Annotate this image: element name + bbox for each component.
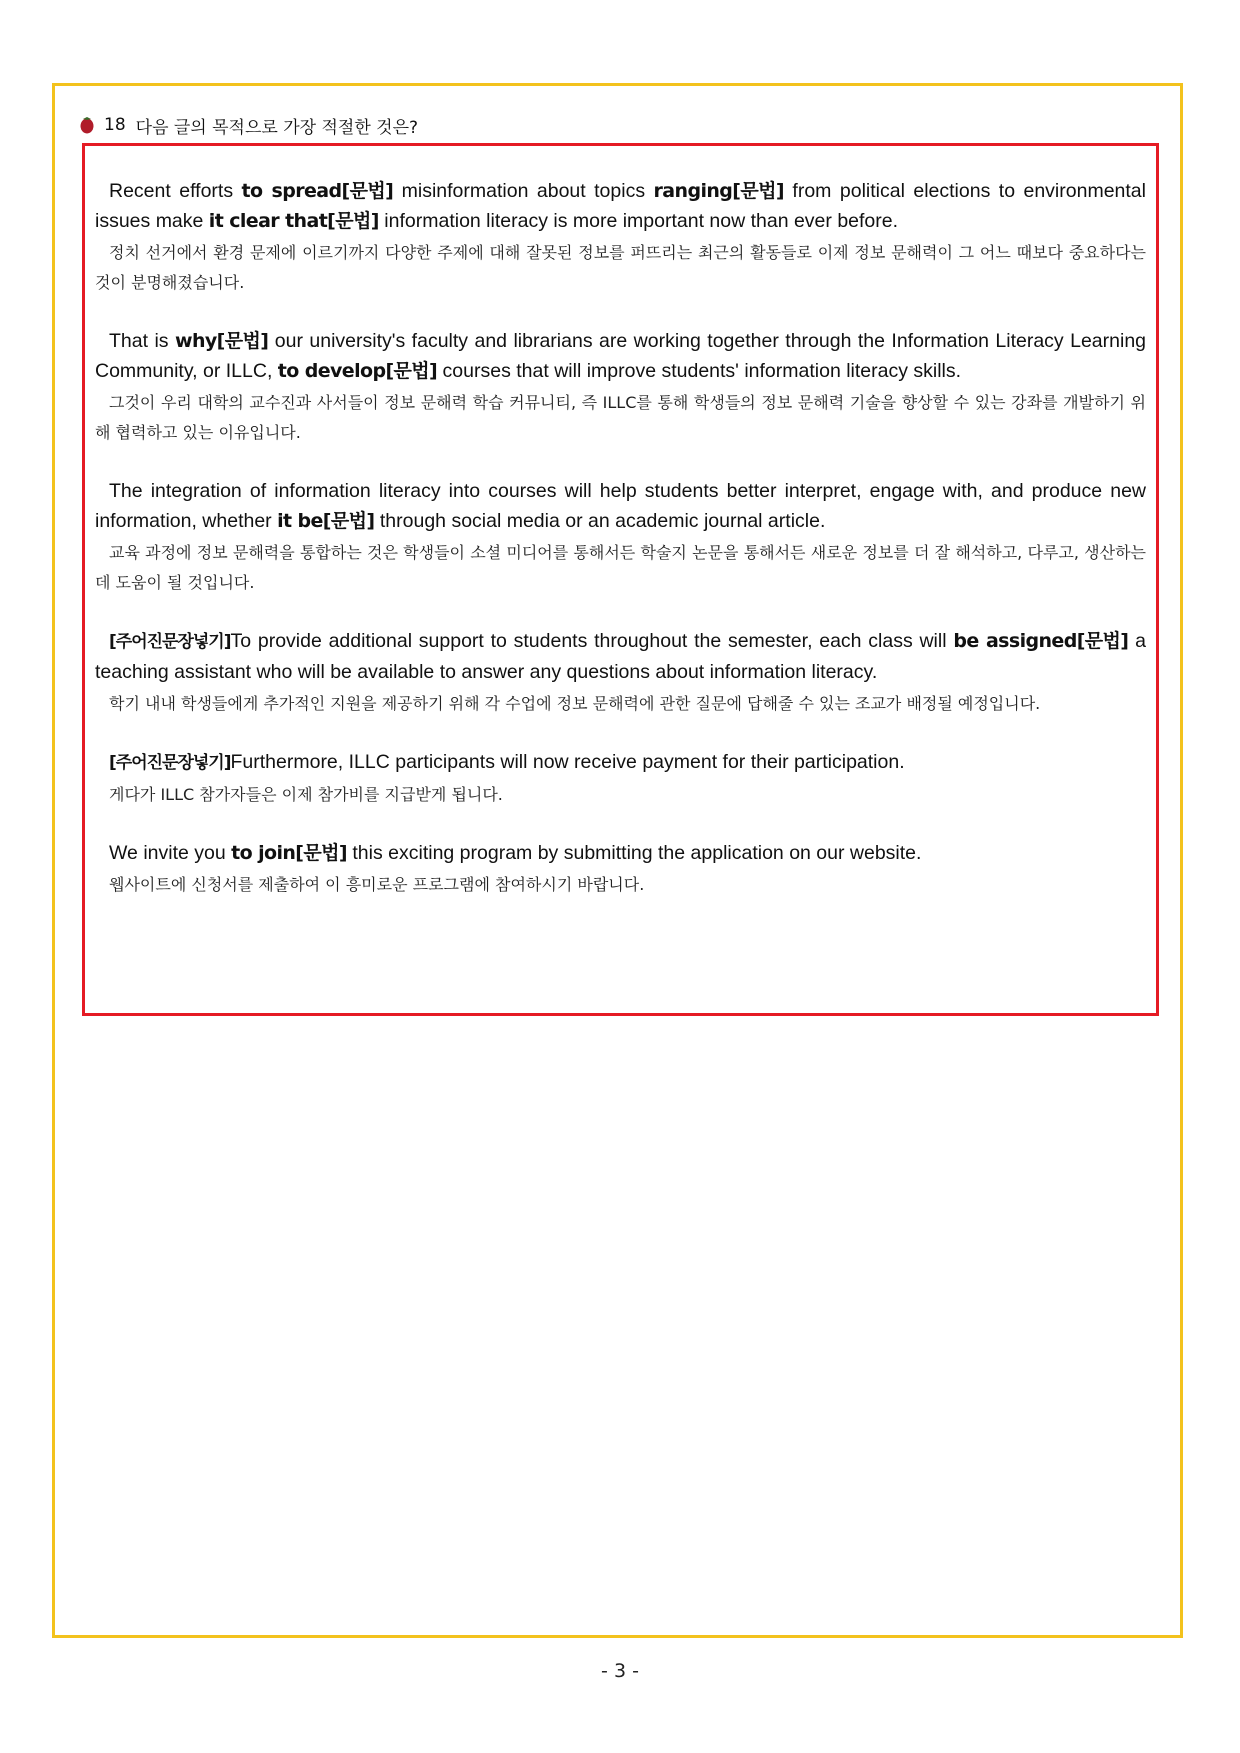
korean-translation: 교육 과정에 정보 문해력을 통합하는 것은 학생들이 소셜 미디어를 통해서든 학술지 논문을 통해서든 새로운 정보를 더 잘 해석하고, 다루고, 생산하는 데 도움이 될 것입니다. xyxy=(95,543,1146,592)
korean-translation: 게다가 ILLC 참가자들은 이제 참가비를 지급받게 됩니다. xyxy=(109,785,503,804)
passage-paragraph xyxy=(95,176,1146,298)
question-header xyxy=(80,112,418,138)
grammar-point: ranging[문법] xyxy=(653,180,784,202)
grammar-point: to spread[문법] xyxy=(241,180,394,202)
passage-paragraph xyxy=(95,747,1146,810)
sentence-text: our university's faculty and librarians are working together through the Information Literacy Learning Community, or ILLC, xyxy=(95,330,1147,382)
sentence-text: a teaching assistant who will be available to answer any questions about information literacy. xyxy=(95,630,1147,683)
korean-translation: 정치 선거에서 환경 문제에 이르기까지 다양한 주제에 대해 잘못된 정보를 퍼뜨리는 최근의 활동들로 이제 정보 문해력이 그 어느 때보다 중요하다는 것이 분명해졌습니다. xyxy=(95,243,1146,292)
grammar-point: to join[문법] xyxy=(231,842,347,864)
strawberry-bullet-icon xyxy=(80,116,94,134)
english-sentence xyxy=(95,747,1146,778)
passage-paragraph xyxy=(95,626,1146,719)
sentence-text: this exciting program by submitting the application on our website. xyxy=(346,842,922,864)
sentence-text: To provide additional support to students throughout the semester, each class will xyxy=(230,630,954,652)
question-number: 18 xyxy=(104,115,126,135)
grammar-point: why[문법] xyxy=(175,330,269,352)
english-sentence xyxy=(95,176,1146,236)
sentence-text: The integration of information literacy into courses will help students better interpret, engage with, and produce new information, whether xyxy=(95,480,1146,532)
korean-translation: 웹사이트에 신청서를 제출하여 이 흥미로운 프로그램에 참여하시기 바랍니다. xyxy=(109,875,645,894)
sentence-text: through social media or an academic journal article. xyxy=(374,510,826,532)
english-sentence xyxy=(95,476,1146,536)
english-sentence xyxy=(95,626,1146,687)
passage xyxy=(95,176,1146,900)
korean-translation: 학기 내내 학생들에게 추가적인 지원을 제공하기 위해 각 수업에 정보 문해력에 관한 질문에 답해줄 수 있는 조교가 배정될 예정입니다. xyxy=(109,694,1041,713)
insert-sentence-tag: [주어진문장넣기] xyxy=(109,753,231,773)
question-text: 다음 글의 목적으로 가장 적절한 것은? xyxy=(135,117,419,138)
passage-paragraph xyxy=(95,326,1146,448)
grammar-point: to develop[문법] xyxy=(277,360,438,382)
passage-box xyxy=(82,143,1159,1016)
sentence-text: information literacy is more important now than ever before. xyxy=(378,210,899,232)
page-number: - 3 - xyxy=(601,1660,639,1682)
passage-paragraph xyxy=(95,838,1146,900)
passage-paragraph xyxy=(95,476,1146,598)
sentence-text: We invite you xyxy=(109,842,232,864)
sentence-text: Furthermore, ILLC participants will now receive payment for their participation. xyxy=(230,751,905,773)
sentence-text: courses that will improve students' information literacy skills. xyxy=(437,360,962,382)
sentence-text: Recent efforts xyxy=(109,180,242,202)
english-sentence xyxy=(95,838,1146,868)
korean-translation: 그것이 우리 대학의 교수진과 사서들이 정보 문해력 학습 커뮤니티, 즉 ILLC를 통해 학생들의 정보 문해력 기술을 향상할 수 있는 강좌를 개발하기 위해 협력하고 있는 이유입니다. xyxy=(95,393,1146,442)
grammar-point: be assigned[문법] xyxy=(953,630,1129,652)
grammar-point: it clear that[문법] xyxy=(208,210,379,232)
insert-sentence-tag: [주어진문장넣기] xyxy=(109,632,231,652)
grammar-point: it be[문법] xyxy=(277,510,375,532)
english-sentence xyxy=(95,326,1146,386)
sentence-text: misinformation about topics xyxy=(393,180,654,202)
sentence-text: from political elections to environmental issues make xyxy=(95,180,1146,232)
sentence-text: That is xyxy=(109,330,175,352)
